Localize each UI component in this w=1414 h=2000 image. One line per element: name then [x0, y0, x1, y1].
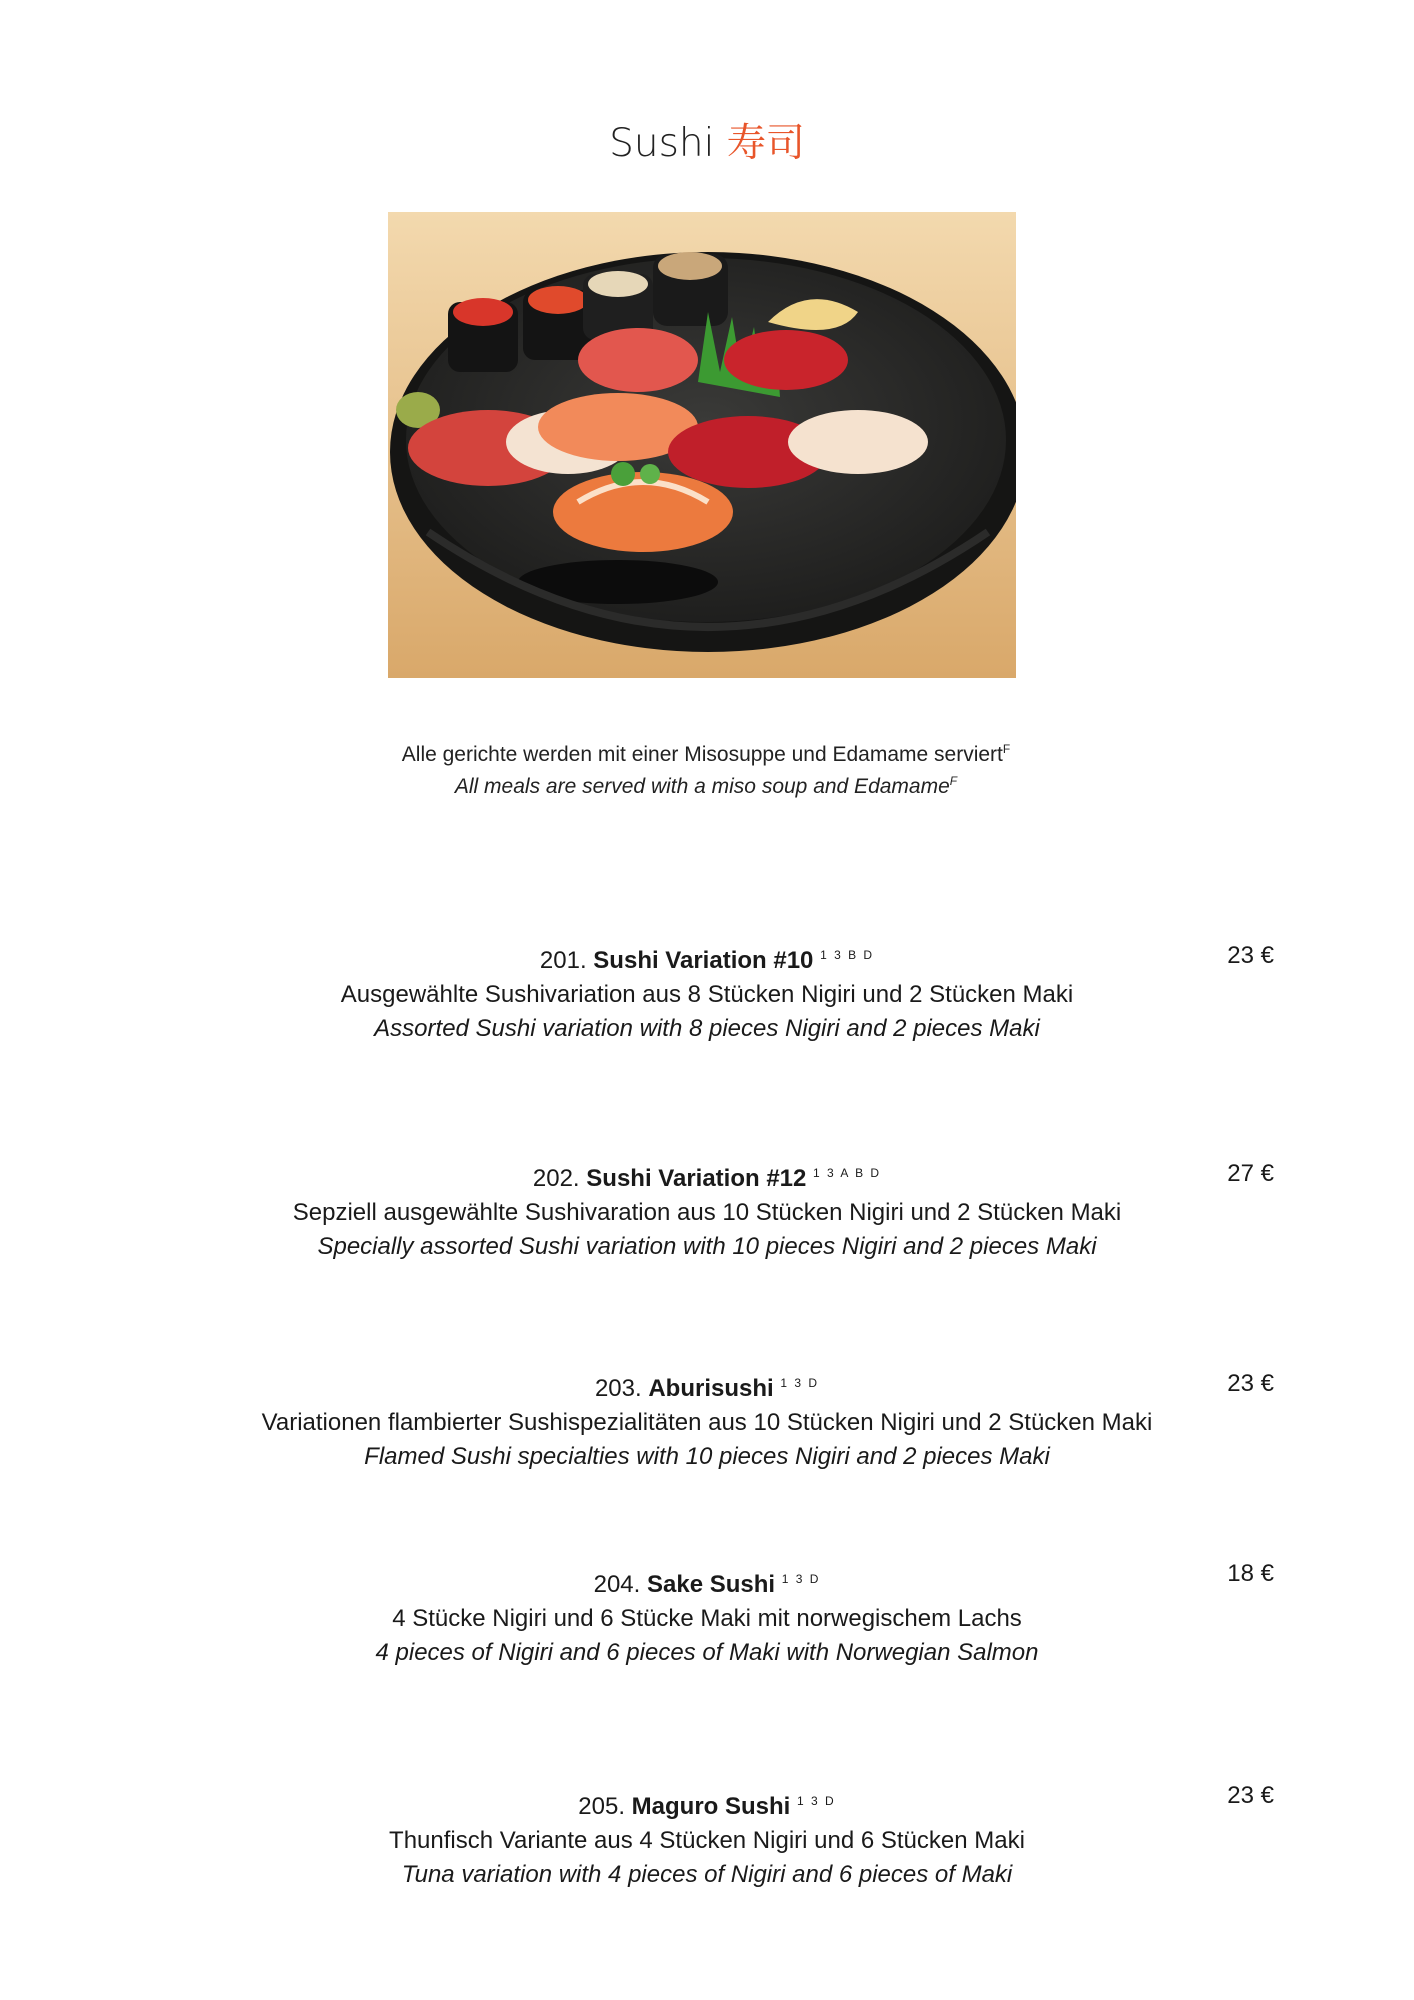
menu-item-205: [160, 1784, 1254, 1892]
item-title: [160, 1562, 1254, 1602]
note-en-text: All meals are served with a miso soup and Edamame: [454, 775, 950, 798]
page-title: [0, 112, 1414, 168]
menu-item-203: [160, 1366, 1254, 1474]
sushi-photo: [388, 212, 1016, 678]
item-price: 23 €: [1227, 1782, 1274, 1809]
served-with-note-en: [0, 774, 1414, 799]
item-name: Maguro Sushi: [631, 1793, 791, 1820]
item-number: 202.: [532, 1165, 580, 1192]
served-with-note-de: [0, 742, 1414, 767]
item-allergens: 1 3 D: [781, 1572, 821, 1586]
item-description-en: 4 pieces of Nigiri and 6 pieces of Maki with Norwegian Salmon: [375, 1639, 1039, 1666]
item-number: 201.: [539, 947, 587, 974]
note-de-text: Alle gerichte werden mit einer Misosuppe und Edamame serviert: [401, 743, 1003, 766]
item-description-en: Flamed Sushi specialties with 10 pieces Nigiri and 2 pieces Maki: [364, 1443, 1050, 1470]
item-description-de: 4 Stücke Nigiri und 6 Stücke Maki mit norwegischem Lachs: [392, 1605, 1022, 1632]
item-title: [160, 1366, 1254, 1406]
item-description-en: Tuna variation with 4 pieces of Nigiri and 6 pieces of Maki: [401, 1861, 1013, 1888]
item-name: Aburisushi: [648, 1375, 774, 1402]
item-allergens: 1 3 B D: [820, 948, 875, 962]
item-description-de: Thunfisch Variante aus 4 Stücken Nigiri und 6 Stücken Maki: [389, 1827, 1025, 1854]
item-number: 204.: [593, 1571, 641, 1598]
item-price: 23 €: [1227, 1370, 1274, 1397]
item-title: [160, 938, 1254, 978]
item-description-en: Specially assorted Sushi variation with 10 pieces Nigiri and 2 pieces Maki: [317, 1233, 1097, 1260]
item-price: 18 €: [1227, 1560, 1274, 1587]
note-en-allergen: F: [949, 774, 960, 788]
item-description-de: Ausgewählte Sushivariation aus 8 Stücken Nigiri und 2 Stücken Maki: [340, 981, 1074, 1008]
title-cjk: 寿司: [726, 121, 805, 166]
title-main: Sushi: [609, 121, 715, 166]
item-title: [160, 1156, 1254, 1196]
item-name: Sushi Variation #12: [586, 1165, 807, 1192]
item-allergens: 1 3 A B D: [813, 1166, 882, 1180]
note-de-allergen: F: [1002, 742, 1013, 756]
item-description-de: Variationen flambierter Sushispezialitäten aus 10 Stücken Nigiri und 2 Stücken Maki: [261, 1409, 1153, 1436]
item-number: 203.: [594, 1375, 642, 1402]
item-title: [160, 1784, 1254, 1824]
item-price: 23 €: [1227, 942, 1274, 969]
menu-item-204: [160, 1562, 1254, 1670]
item-number: 205.: [578, 1793, 625, 1820]
item-price: 27 €: [1227, 1160, 1274, 1187]
item-allergens: 1 3 D: [797, 1794, 836, 1808]
item-name: Sake Sushi: [646, 1571, 776, 1598]
item-description-de: Sepziell ausgewählte Sushivaration aus 10 Stücken Nigiri und 2 Stücken Maki: [292, 1199, 1122, 1226]
item-description-en: Assorted Sushi variation with 8 pieces Nigiri and 2 pieces Maki: [374, 1015, 1040, 1042]
item-name: Sushi Variation #10: [593, 947, 814, 974]
menu-item-202: [160, 1156, 1254, 1264]
item-allergens: 1 3 D: [780, 1376, 820, 1390]
menu-item-201: [160, 938, 1254, 1046]
